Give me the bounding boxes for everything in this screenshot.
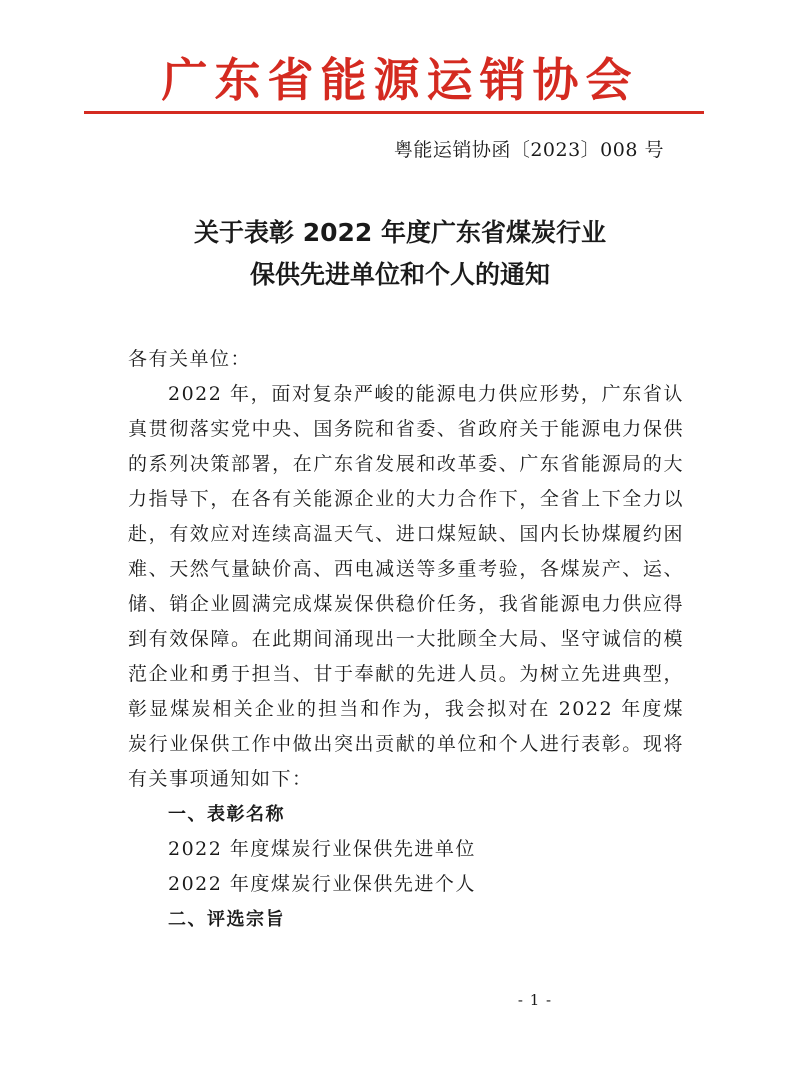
page-number: - 1 - (517, 991, 553, 1009)
section-heading-award-names: 一、表彰名称 (168, 804, 285, 825)
organization-letterhead: 广东省能源运销协会 (161, 53, 639, 107)
award-name-individuals: 2022 年度煤炭行业保供先进个人 (168, 873, 476, 895)
document-title-line-1: 关于表彰 2022 年度广东省煤炭行业 (194, 218, 606, 247)
document-title-line-2: 保供先进单位和个人的通知 (249, 260, 550, 289)
body-paragraph: 2022 年，面对复杂严峻的能源电力供应形势，广东省认真贯彻落实党中央、国务院和省委、省政府关于能源电力保供的系列决策部署，在广东省发展和改革委、广东省能源局的大力指导下，在各有关能源企业的大力合作下，全省上下全力以赴，有效应对连续高温天气、进口煤短缺、国内长协煤履约困难、天然气量缺价高、西电减送等多重考验，各煤炭产、运、储、销企业圆满完成煤炭保供稳价任务，我省能源电力供应得到有效保障。在此期间涌现出一大批顾全大局、坚守诚信的模范企业和勇于担当、甘于奉献的先进人员。为树立先进典型，彰显煤炭相关企业的担当和作为，我会拟对在 2022 年度煤炭行业保供工作中做出突出贡献的单位和个人进行表彰。现将有关事项通知如下： (128, 383, 684, 790)
document-body (128, 342, 684, 937)
letterhead-divider (84, 111, 704, 114)
section-heading-selection-purpose: 二、评选宗旨 (168, 909, 285, 930)
document-number: 粤能运销协函〔2023〕008 号 (393, 139, 664, 161)
award-name-units: 2022 年度煤炭行业保供先进单位 (168, 838, 476, 860)
salutation: 各有关单位： (128, 348, 252, 370)
